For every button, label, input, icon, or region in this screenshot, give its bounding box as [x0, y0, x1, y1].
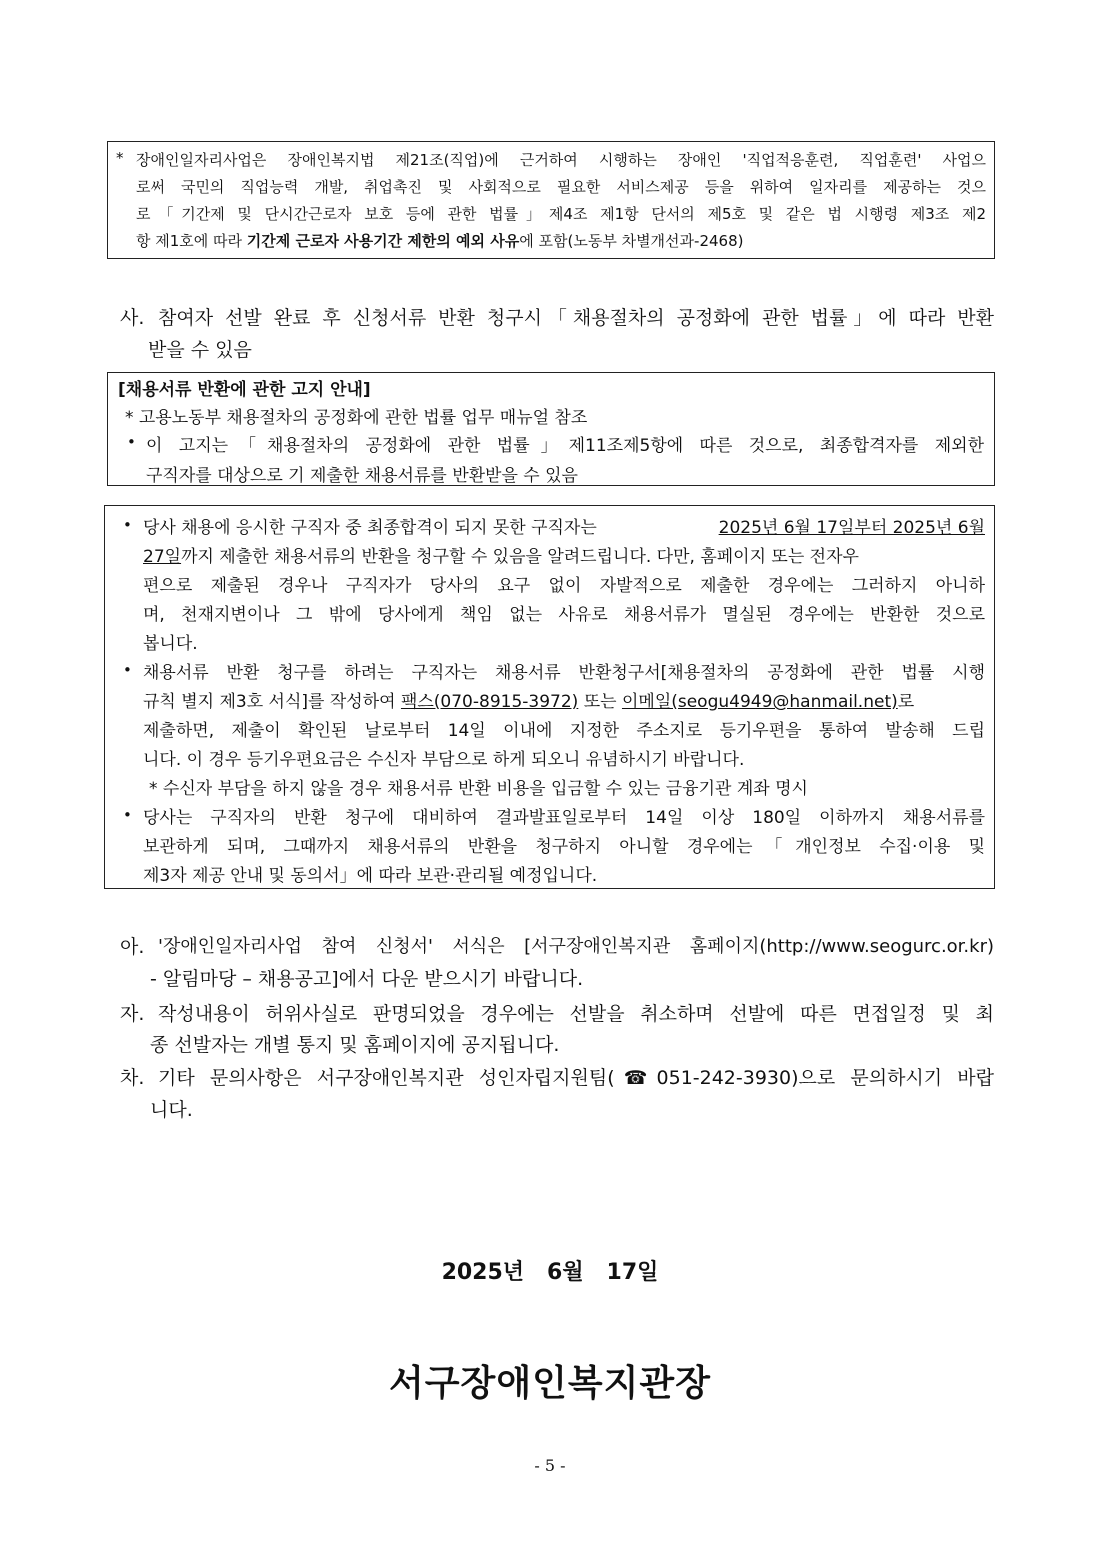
item-cha-line-1: 기타 문의사항은 서구장애인복지관 성인자립지원팀(☎051-242-3930)으로 문의하시기 바랍 [158, 1067, 994, 1089]
return-p1-line-3: 편으로 제출된 경우나 구직자가 당사의 요구 없이 자발적으로 제출한 경우에는 그러하지 아니하 [143, 576, 985, 596]
item-ja-line-1: 작성내용이 허위사실로 판명되었을 경우에는 선발을 취소하며 선발에 따른 면접일정 및 최 [158, 1003, 994, 1025]
notice-bullet: • [127, 433, 136, 451]
fax-number: 팩스(070-8915-3972) [400, 692, 579, 712]
note-line-4-bold: 기간제 근로자 사용기간 제한의 예외 사유 [246, 232, 520, 250]
note-line-1: 장애인일자리사업은 장애인복지법 제21조(직업)에 근거하여 시행하는 장애인 '직업적응훈련, 직업훈련' 사업으 [136, 151, 986, 169]
note-line-3: 로「기간제 및 단시간근로자 보호 등에 관한 법률」제4조 제1항 단서의 제5호 및 같은 법 시행령 제3조 제2 [136, 205, 986, 223]
return-p3-line-2: 보관하게 되며, 그때까지 채용서류의 반환을 청구하지 아니할 경우에는「개인정보 수집·이용 및 [143, 837, 985, 857]
legal-note-box [107, 141, 995, 259]
document-date: 2025년 6월 17일 [441, 1260, 659, 1285]
item-a-line-2: - 알림마당 – 채용공고]에서 다운 받으시기 바랍니다. [150, 968, 584, 990]
notice-item-line-1: 이 고지는「채용절차의 공정화에 관한 법률」제11조제5항에 따른 것으로, 최종합격자를 제외한 [146, 436, 984, 456]
section-sa-line-1: 참여자 선발 완료 후 신청서류 반환 청구시「채용절차의 공정화에 관한 법률」에 따라 반환 [158, 307, 994, 329]
return-period-end: 27일 [143, 547, 182, 567]
return-p2-line-2-mid: 또는 [578, 692, 622, 712]
note-line-4-post: 에 포함(노동부 차별개선과-2468) [519, 232, 744, 250]
return-p2-line-4: 니다. 이 경우 등기우편요금은 수신자 부담으로 하게 되오니 유념하시기 바랍니다. [143, 750, 745, 770]
return-bullet-1: • [123, 516, 132, 534]
return-p1-line-2-post: 까지 제출한 채용서류의 반환을 청구할 수 있음을 알려드립니다. 다만, 홈페이지 또는 전자우 [181, 547, 859, 567]
return-p2-line-2-pre: 규칙 별지 제3호 서식]를 작성하여 [143, 692, 401, 712]
note-line-4-pre: 항 제1호에 따라 [136, 232, 247, 250]
item-a-line-1: '장애인일자리사업 참여 신청서' 서식은 [서구장애인복지관 홈페이지(http://www.seogurc.or.kr) [158, 936, 994, 957]
section-sa-marker: 사. [120, 307, 145, 329]
issuer-title: 서구장애인복지관장 [389, 1363, 711, 1404]
return-p1-line-5: 봅니다. [143, 634, 198, 654]
item-cha-line-2: 니다. [150, 1099, 193, 1121]
return-p1-line-2 [143, 542, 859, 567]
return-p1-line-4: 며, 천재지변이나 그 밖에 당사에게 책임 없는 사유로 채용서류가 멸실된 경우에는 반환한 것으로 [143, 605, 985, 625]
page-number: - 5 - [534, 1456, 566, 1475]
item-ja-line-2: 종 선발자는 개별 통지 및 홈페이지에 공지됩니다. [150, 1034, 560, 1056]
note-line-4 [136, 230, 743, 251]
notice-box [107, 372, 995, 486]
item-ja-marker: 자. [120, 1003, 145, 1025]
notice-item-line-2: 구직자를 대상으로 기 제출한 채용서류를 반환받을 수 있음 [146, 466, 578, 486]
return-p2-note: * 수신자 부담을 하지 않을 경우 채용서류 반환 비용을 입금할 수 있는 금융기관 계좌 명시 [149, 779, 808, 799]
return-p3-line-3: 제3자 제공 안내 및 동의서」에 따라 보관·관리될 예정입니다. [143, 866, 598, 886]
return-p3-line-1: 당사는 구직자의 반환 청구에 대비하여 결과발표일로부터 14일 이상 180일 이하까지 채용서류를 [143, 808, 985, 828]
document-return-box [104, 505, 995, 889]
item-a-marker: 아. [120, 936, 145, 958]
return-p2-line-2 [143, 687, 914, 712]
item-cha-marker: 차. [120, 1067, 145, 1089]
return-bullet-3: • [123, 806, 132, 824]
email-address: 이메일(seogu4949@hanmail.net) [621, 692, 898, 712]
return-p2-line-2-post: 로 [897, 692, 915, 712]
notice-star-item: * 고용노동부 채용절차의 공정화에 관한 법률 업무 매뉴얼 참조 [125, 408, 588, 428]
return-p2-line-3: 제출하면, 제출이 확인된 날로부터 14일 이내에 지정한 주소지로 등기우편을 통하여 발송해 드립 [143, 721, 985, 741]
return-p2-line-1: 채용서류 반환 청구를 하려는 구직자는 채용서류 반환청구서[채용절차의 공정화에 관한 법률 시행 [143, 663, 985, 683]
return-period-start: 2025년 6월 17일부터 2025년 6월 [718, 518, 985, 538]
section-sa-line-2: 받을 수 있음 [148, 339, 252, 361]
return-p1-line-1 [143, 513, 985, 538]
return-bullet-2: • [123, 661, 132, 679]
notice-title: [채용서류 반환에 관한 고지 안내] [118, 380, 371, 400]
note-marker: * [116, 149, 124, 167]
return-p1-line-1-pre: 당사 채용에 응시한 구직자 중 최종합격이 되지 못한 구직자는 [143, 518, 597, 538]
note-line-2: 로써 국민의 직업능력 개발, 취업촉진 및 사회적으로 필요한 서비스제공 등을 위하여 일자리를 제공하는 것으 [136, 178, 986, 196]
